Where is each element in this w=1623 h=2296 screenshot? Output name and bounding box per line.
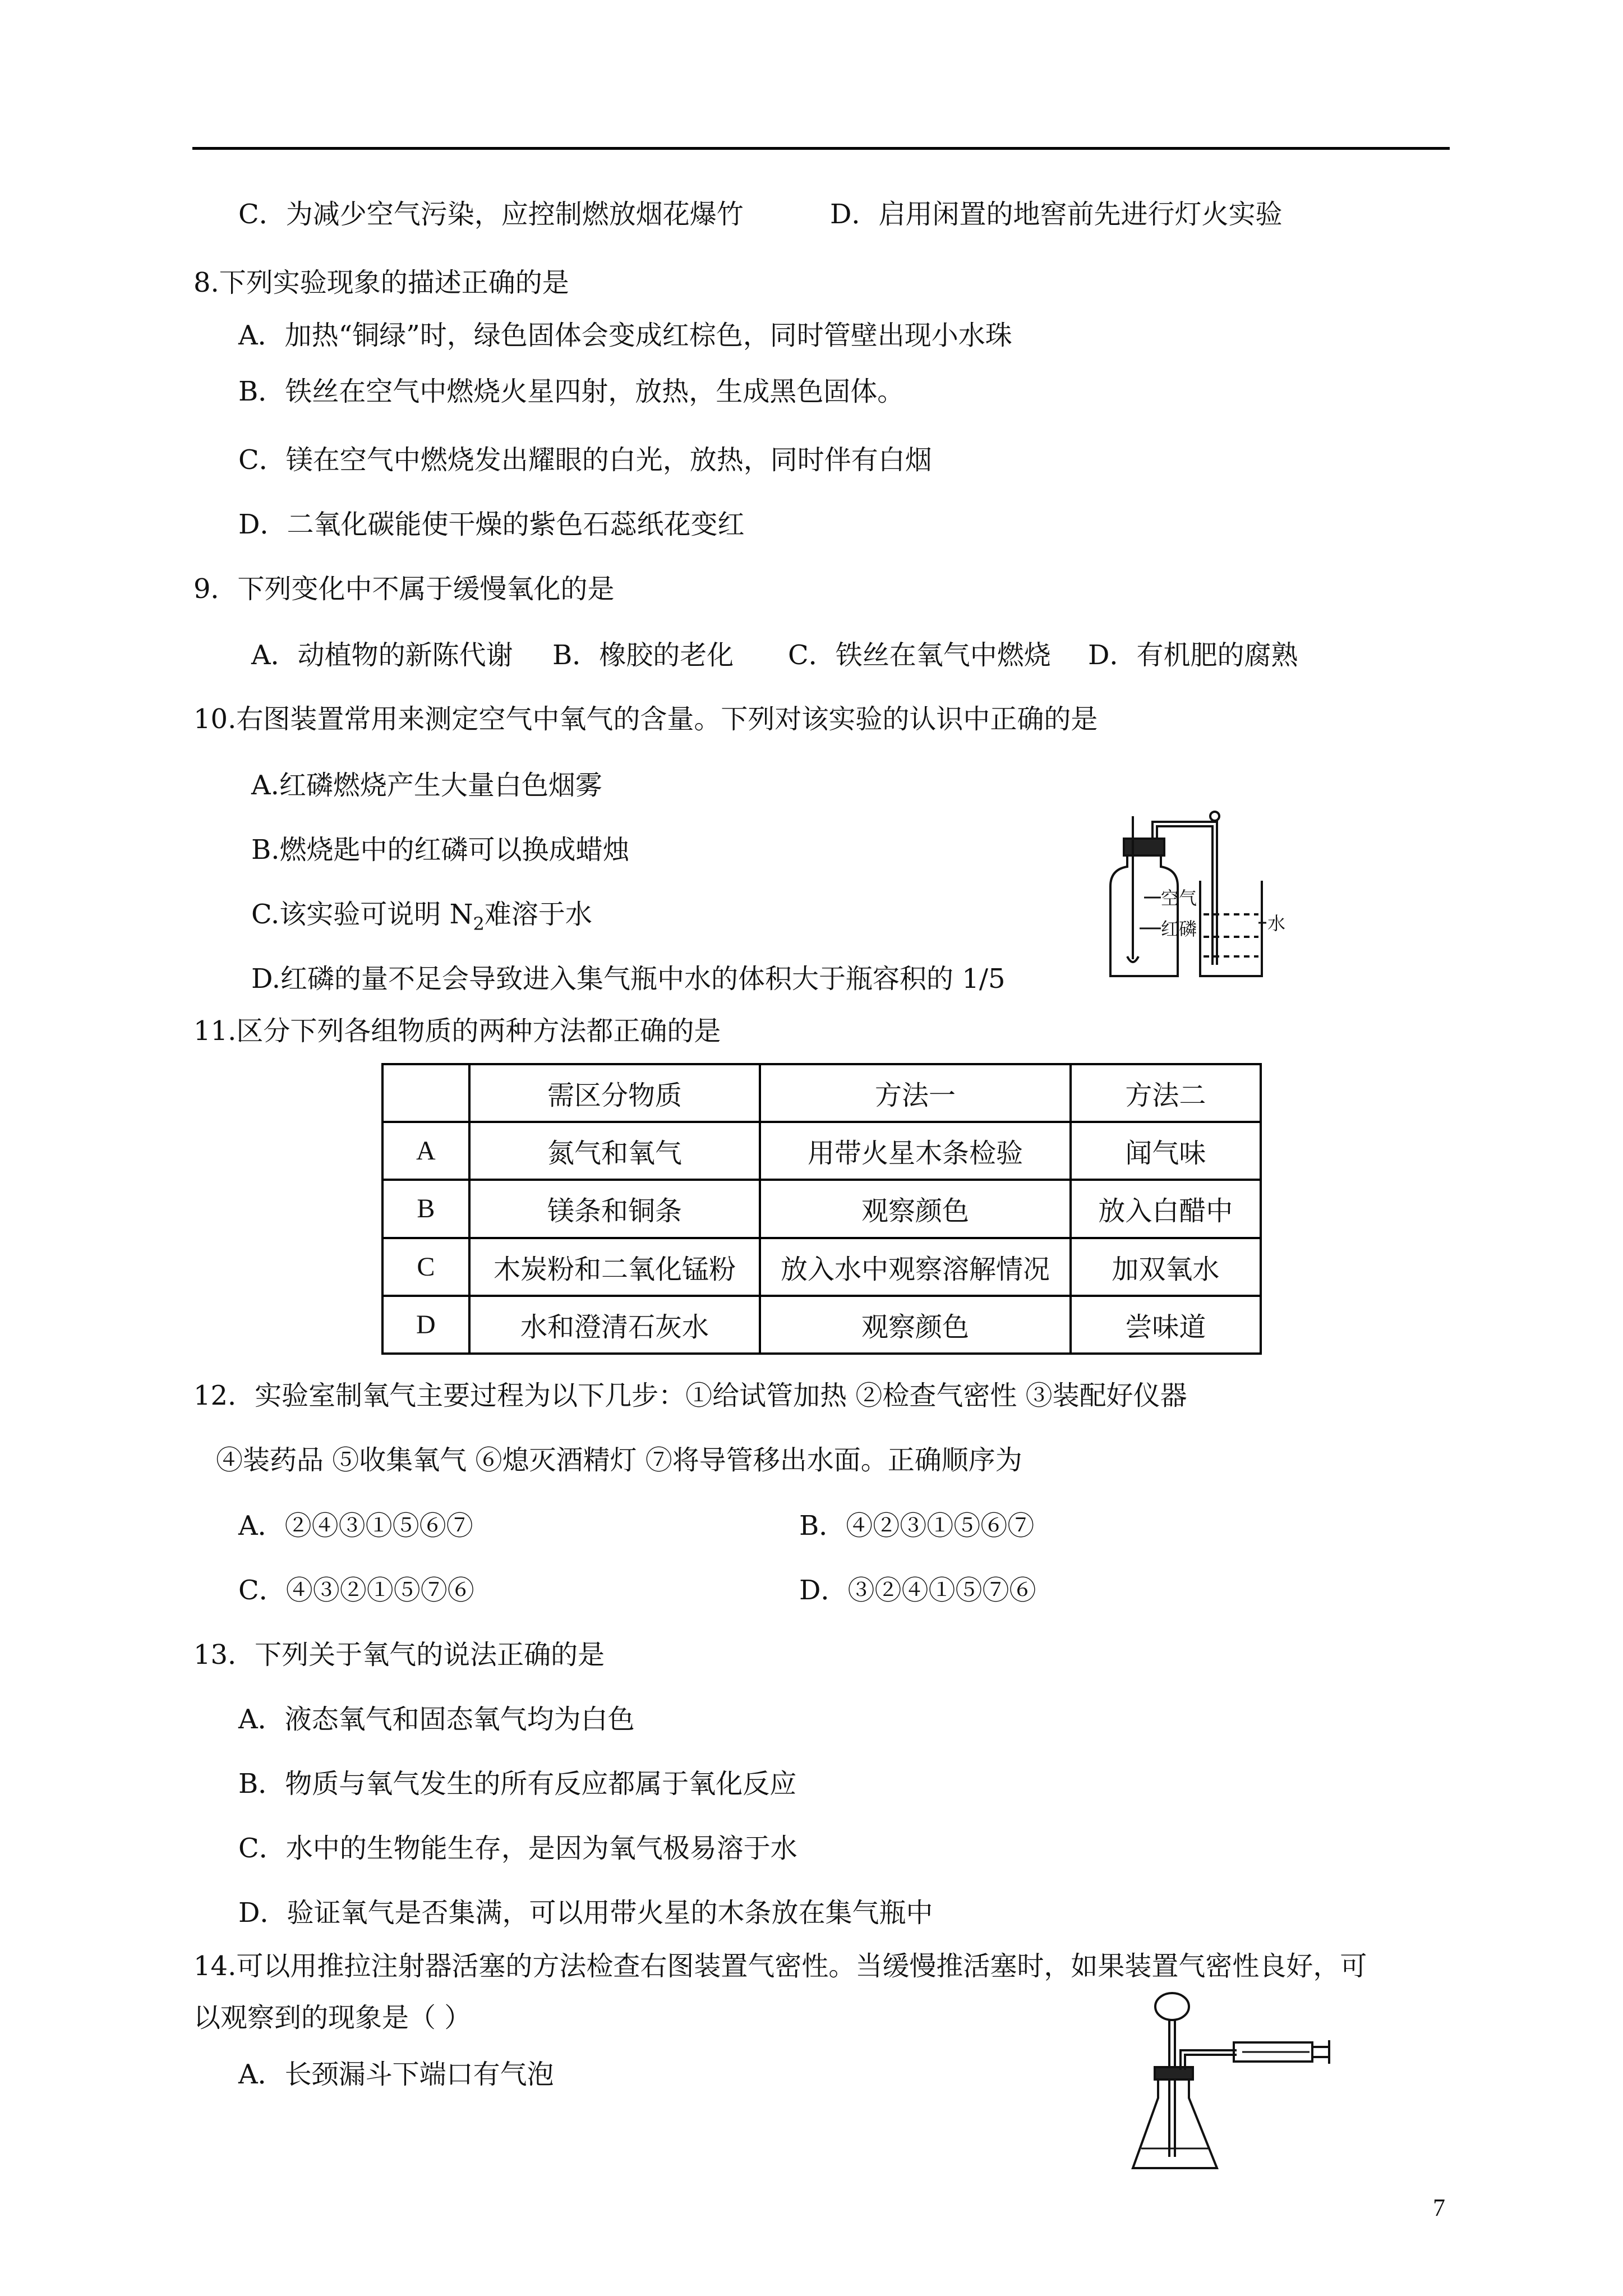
table-cell: 尝味道 — [1071, 1296, 1261, 1354]
q8-option-c: C．镁在空气中燃烧发出耀眼的白光，放热，同时伴有白烟 — [238, 444, 932, 476]
q12-option-a: A．②④③①⑤⑥⑦ — [238, 1510, 473, 1542]
syringe-airtightness-apparatus-figure — [1124, 1989, 1338, 2179]
q9-option-d: D．有机肥的腐熟 — [1088, 639, 1298, 671]
q9-option-b: B．橡胶的老化 — [552, 639, 734, 671]
table-cell: 水和澄清石灰水 — [469, 1296, 760, 1354]
table-cell: 闻气味 — [1071, 1122, 1261, 1180]
label-air: 空气 — [1161, 887, 1197, 909]
question-11: 11.区分下列各组物质的两种方法都正确的是 — [193, 1015, 721, 1047]
comparison-table — [381, 1063, 1262, 1355]
label-water: 水 — [1267, 913, 1286, 934]
table-header-cell — [382, 1064, 469, 1122]
q12-option-c: C．④③②①⑤⑦⑥ — [238, 1575, 474, 1606]
table-cell: 木炭粉和二氧化锰粉 — [469, 1238, 760, 1296]
q10-option-d: D.红磷的量不足会导致进入集气瓶中水的体积大于瓶容积的 1/5 — [251, 963, 1006, 995]
table-row — [382, 1122, 1261, 1180]
question-13: 13．下列关于氧气的说法正确的是 — [193, 1639, 605, 1671]
question-8: 8.下列实验现象的描述正确的是 — [193, 267, 569, 298]
table-header-cell: 需区分物质 — [469, 1064, 760, 1122]
q13-option-d: D．验证氧气是否集满，可以用带火星的木条放在集气瓶中 — [238, 1897, 933, 1929]
table-cell: 观察颜色 — [760, 1180, 1071, 1237]
q12-option-b: B．④②③①⑤⑥⑦ — [799, 1510, 1035, 1542]
page-number: 7 — [1433, 2194, 1445, 2221]
q10-option-b: B.燃烧匙中的红磷可以换成蜡烛 — [251, 834, 630, 866]
table-cell: B — [382, 1180, 469, 1237]
q12-option-d: D．③②④①⑤⑦⑥ — [799, 1575, 1036, 1606]
q10-option-c: C.该实验可说明 N2难溶于水 — [251, 899, 592, 935]
q8-option-d: D．二氧化碳能使干燥的紫色石蕊纸花变红 — [238, 509, 745, 540]
q9-option-a: A．动植物的新陈代谢 — [251, 639, 513, 671]
table-cell: A — [382, 1122, 469, 1180]
q9-option-c: C．铁丝在氧气中燃烧 — [788, 639, 1051, 671]
table-cell: C — [382, 1238, 469, 1296]
question-14: 14.可以用推拉注射器活塞的方法检查右图装置气密性。当缓慢推活塞时，如果装置气密性良好，可 — [193, 1950, 1367, 1982]
question-14-continued: 以观察到的现象是（ ） — [193, 2002, 472, 2033]
table-row — [382, 1180, 1261, 1237]
q8-option-b: B．铁丝在空气中燃烧火星四射，放热，生成黑色固体。 — [238, 376, 905, 407]
q13-option-c: C．水中的生物能生存，是因为氧气极易溶于水 — [238, 1833, 797, 1864]
question-12-continued: ④装药品 ⑤收集氧气 ⑥熄灭酒精灯 ⑦将导管移出水面。正确顺序为 — [216, 1444, 1022, 1476]
table-cell: 观察颜色 — [760, 1296, 1071, 1354]
table-row — [382, 1064, 1261, 1122]
table-cell: 放入白醋中 — [1071, 1180, 1261, 1237]
table-cell: D — [382, 1296, 469, 1354]
q13-option-b: B．物质与氧气发生的所有反应都属于氧化反应 — [238, 1768, 797, 1800]
header-rule — [192, 147, 1450, 150]
label-red-phosphorus: 红磷 — [1161, 918, 1197, 940]
q10-option-a: A.红磷燃烧产生大量白色烟雾 — [251, 770, 602, 801]
question-9: 9．下列变化中不属于缓慢氧化的是 — [193, 573, 615, 605]
question-10: 10.右图装置常用来测定空气中氧气的含量。下列对该实验的认识中正确的是 — [193, 703, 1098, 735]
table-header-cell: 方法一 — [760, 1064, 1071, 1122]
q14-option-a: A．长颈漏斗下端口有气泡 — [238, 2059, 554, 2090]
oxygen-measurement-apparatus-figure — [1099, 808, 1290, 982]
q13-option-a: A．液态氧气和固态氧气均为白色 — [238, 1704, 635, 1735]
table-cell: 加双氧水 — [1071, 1238, 1261, 1296]
table-cell: 用带火星木条检验 — [760, 1122, 1071, 1180]
q7-option-c: C．为减少空气污染，应控制燃放烟花爆竹 — [238, 199, 744, 230]
table-cell: 氮气和氧气 — [469, 1122, 760, 1180]
table-row — [382, 1296, 1261, 1354]
table-header-cell: 方法二 — [1071, 1064, 1261, 1122]
question-12: 12．实验室制氧气主要过程为以下几步：①给试管加热 ②检查气密性 ③装配好仪器 — [193, 1380, 1187, 1411]
table-cell: 放入水中观察溶解情况 — [760, 1238, 1071, 1296]
q8-option-a: A．加热“铜绿”时，绿色固体会变成红棕色，同时管壁出现小水珠 — [238, 320, 1012, 351]
table-row — [382, 1238, 1261, 1296]
q7-option-d: D．启用闲置的地窖前先进行灯火实验 — [830, 199, 1283, 230]
table-cell: 镁条和铜条 — [469, 1180, 760, 1237]
